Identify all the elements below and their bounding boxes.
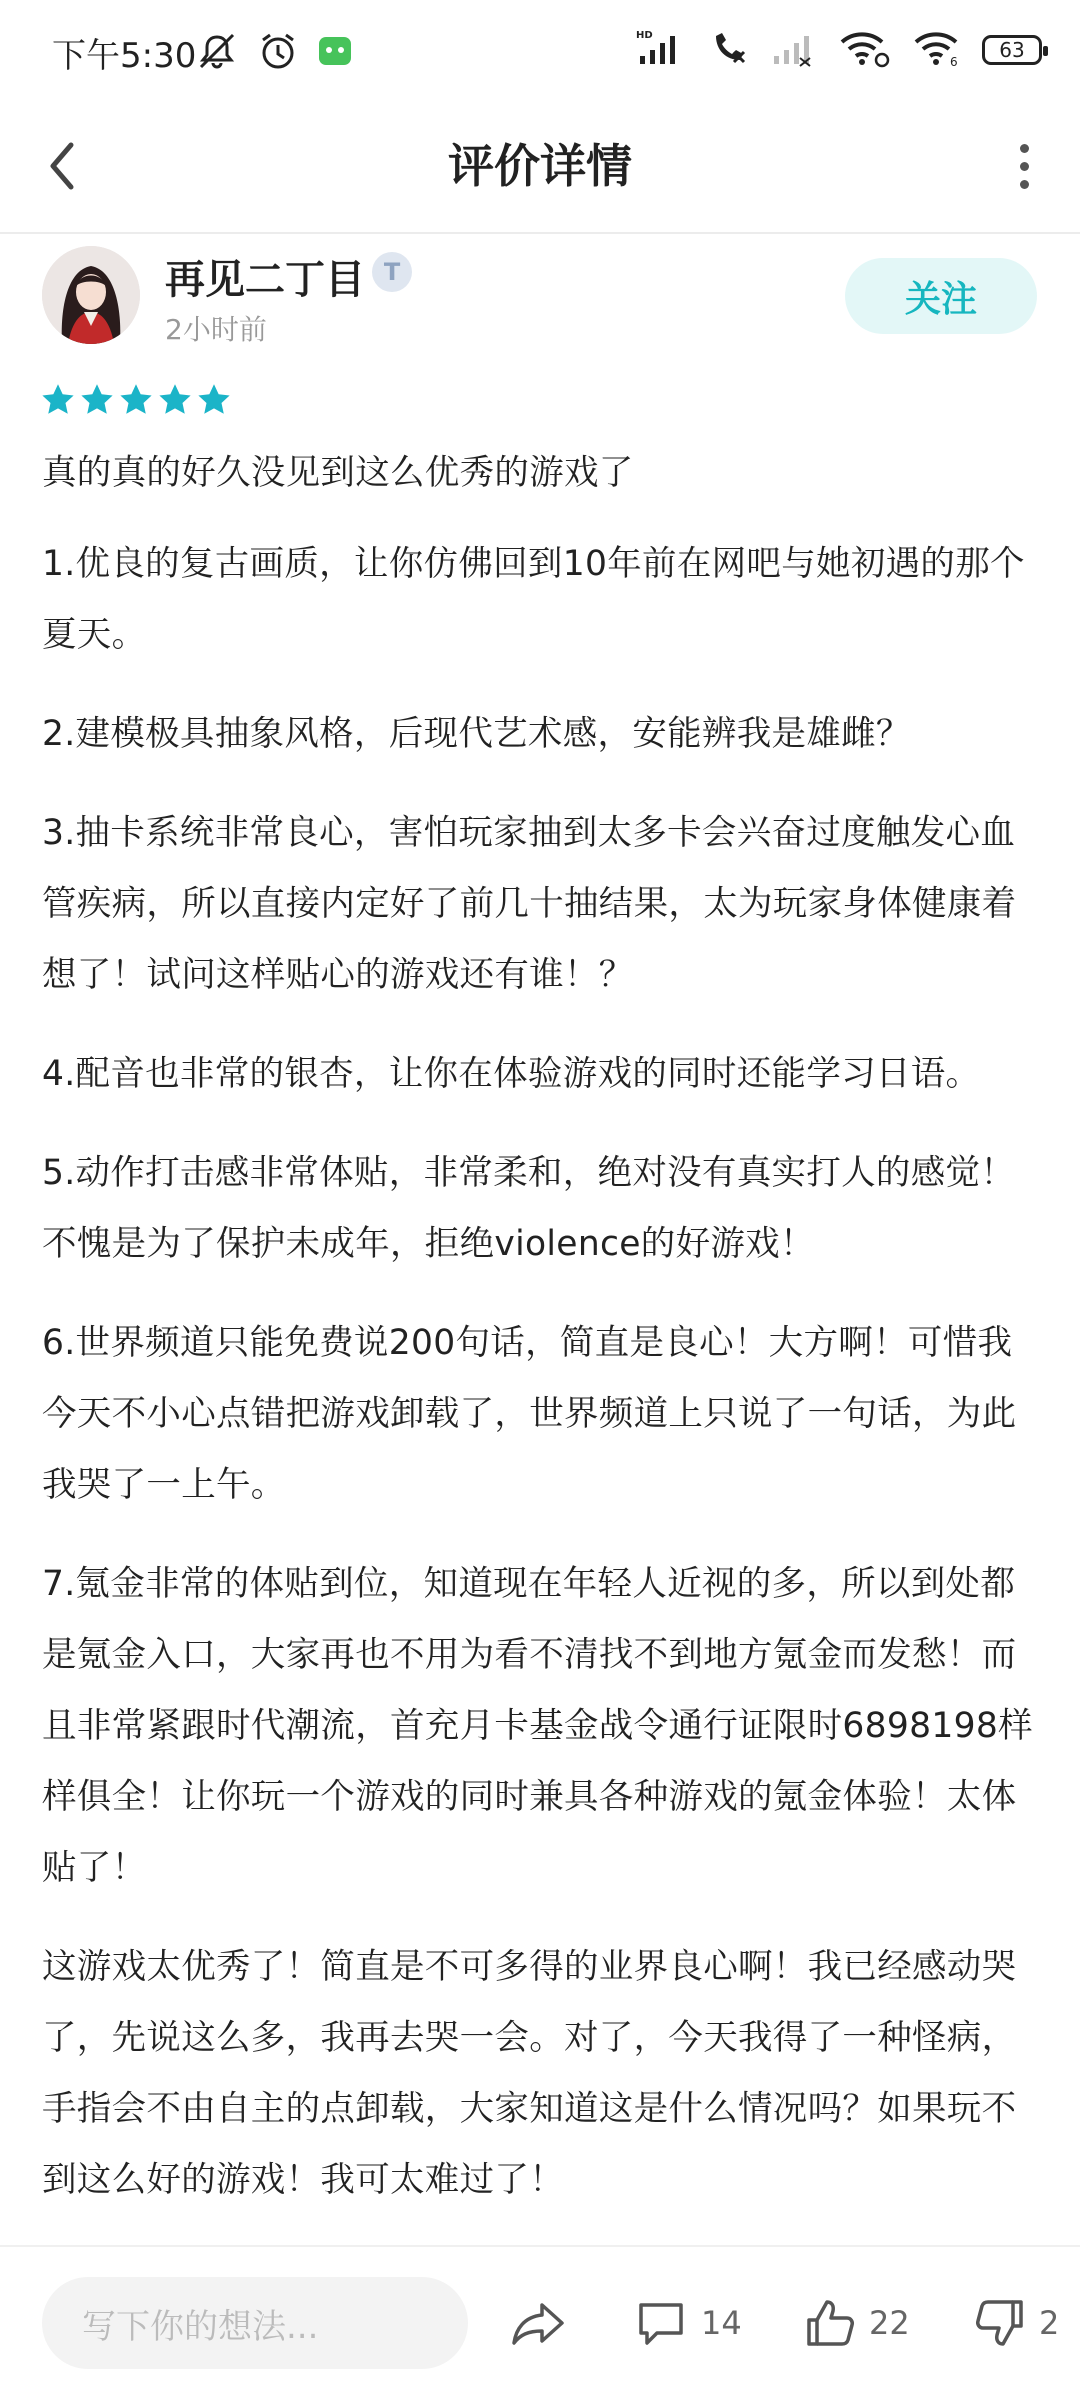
review-paragraph: 这游戏太优秀了！简直是不可多得的业界良心啊！我已经感动哭了，先说这么多，我再去哭一会。对了，今天我得了一种怪病，手指会不由自主的点卸载，大家知道这是什么情况吗？如果玩不到这么好的游戏！我可太难过了！ [42, 1947, 1017, 2200]
more-dot-icon [1020, 144, 1029, 153]
battery-icon: 63 [982, 35, 1042, 65]
share-button[interactable] [510, 2285, 566, 2361]
signal-weak-icon [770, 28, 816, 72]
wifi-6-icon [912, 28, 960, 72]
level-badge: T [372, 252, 412, 292]
review-paragraph: 5.动作打击感非常体贴，非常柔和，绝对没有真实打人的感觉！不愧是为了保护未成年，拒绝violence的好游戏！ [42, 1153, 1016, 1264]
mute-icon [195, 31, 239, 75]
review-paragraph: 真的真的好久没见到这么优秀的游戏了 [42, 453, 634, 493]
signal-hd-icon [636, 28, 686, 72]
status-bar [0, 0, 1080, 100]
like-button[interactable] [805, 2285, 910, 2361]
header [0, 100, 1080, 234]
star-icon [40, 382, 76, 418]
post-time: 2小时前 [165, 313, 267, 346]
app-notification-icon [317, 33, 353, 73]
dislike-button[interactable] [975, 2285, 1059, 2361]
star-rating [40, 382, 232, 418]
review-paragraph: 3.抽卡系统非常良心，害怕玩家抽到太多卡会兴奋过度触发心血管疾病，所以直接内定好了前几十抽结果，太为玩家身体健康着想了！试问这样贴心的游戏还有谁！？ [42, 813, 1017, 995]
bottom-action-bar [0, 2245, 1080, 2402]
star-icon [118, 382, 154, 418]
more-options-button[interactable] [1004, 128, 1044, 204]
review-content [42, 438, 1042, 2243]
review-paragraph: 6.世界频道只能免费说200句话，简直是良心！大方啊！可惜我今天不小心点错把游戏卸载了，世界频道上只说了一句话，为此我哭了一上午。 [42, 1323, 1017, 1505]
thumbs-up-icon [805, 2298, 855, 2348]
wifi-link-icon [838, 28, 890, 72]
review-paragraph: 4.配音也非常的银杏，让你在体验游戏的同时还能学习日语。 [42, 1054, 981, 1094]
review-paragraph: 2.建模极具抽象风格，后现代艺术感，安能辨我是雄雌？ [42, 714, 911, 754]
star-icon [79, 382, 115, 418]
follow-button[interactable]: 关注 [845, 258, 1037, 334]
review-paragraph: 1.优良的复古画质，让你仿佛回到10年前在网吧与她初遇的那个夏天。 [42, 544, 1025, 655]
svg-text:6: 6 [950, 55, 958, 68]
comment-count: 14 [701, 2304, 742, 2342]
star-icon [196, 382, 232, 418]
share-icon [510, 2299, 566, 2347]
call-blocked-icon [708, 28, 748, 72]
comment-icon [635, 2299, 687, 2347]
author-name[interactable]: 再见二丁目 [165, 257, 365, 303]
thumbs-down-icon [975, 2298, 1025, 2348]
dislike-count: 2 [1039, 2304, 1060, 2342]
svg-text:HD: HD [636, 30, 653, 41]
alarm-icon [257, 30, 299, 76]
like-count: 22 [869, 2304, 910, 2342]
review-paragraph: 7.氪金非常的体贴到位，知道现在年轻人近视的多，所以到处都是氪金入口，大家再也不用为看不清找不到地方氪金而发愁！而且非常紧跟时代潮流，首充月卡基金战令通行证限时6898198样样俱全！让你玩一个游戏的同时兼具各种游戏的氪金体验！太体贴了！ [42, 1564, 1033, 1888]
comment-input[interactable]: 写下你的想法... [42, 2277, 468, 2369]
star-icon [157, 382, 193, 418]
page-title: 评价详情 [448, 139, 632, 193]
more-dot-icon [1020, 162, 1029, 171]
avatar[interactable] [42, 246, 140, 344]
comment-button[interactable] [635, 2285, 742, 2361]
status-time: 下午5:30 [52, 36, 197, 76]
more-dot-icon [1020, 180, 1029, 189]
